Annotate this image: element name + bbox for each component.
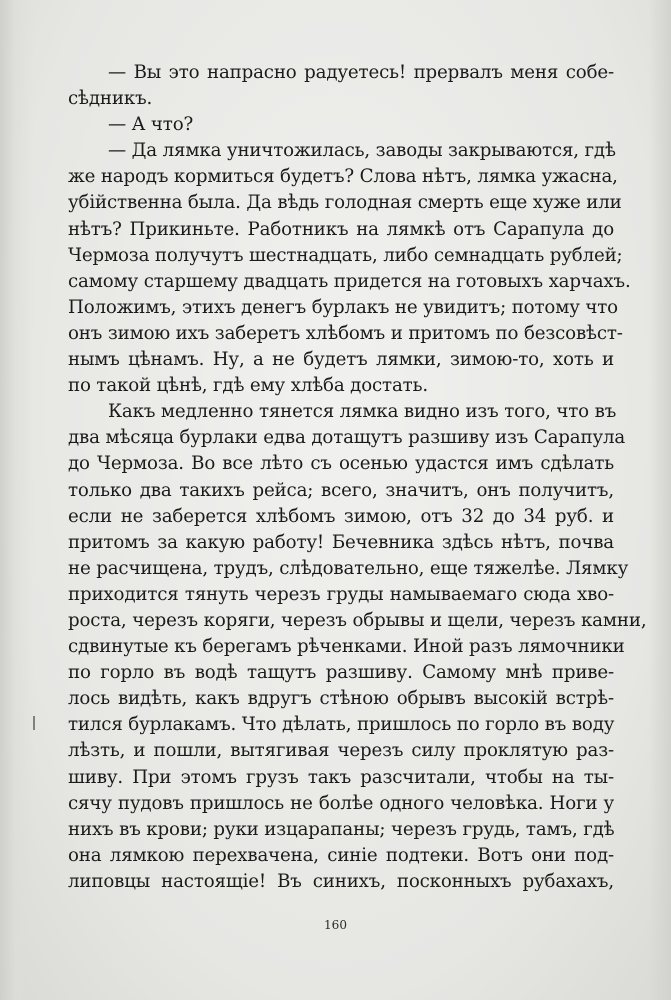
text-line: сячу пудовъ пришлось не болѣе одного человѣка. Ноги у (68, 792, 614, 814)
text-line: Чермоза получутъ шестнадцать, либо семнадцать рублей; (68, 244, 623, 266)
text-line: приходится тянуть черезъ груды намываемаго сюда хво- (68, 583, 614, 605)
text-line: лѣзть, и пошли, вытягивая черезъ силу проклятую раз- (68, 740, 614, 762)
text-line: — Да лямка уничтожилась, заводы закрываются, гдѣ (108, 140, 616, 162)
text-line: сдвинутые къ берегамъ рѣченками. Иной разъ лямочники (68, 636, 625, 658)
text-line: Какъ медленно тянется лямка видно изъ того, что въ (108, 401, 617, 423)
text-line: тился бурлакамъ. Что дѣлать, пришлось по горло въ воду (68, 714, 615, 736)
page-edge-shadow (649, 0, 671, 1000)
text-line: нымъ цѣнамъ. Ну, а не будетъ лямки, зимою-то, хоть и (68, 349, 614, 371)
text-line: — Вы это напрасно радуетесь! прервалъ меня собе- (108, 62, 614, 83)
body-text (68, 60, 647, 895)
text-line: только два такихъ рейса; всего, значитъ, онъ получитъ, (68, 479, 614, 501)
text-line: роста, черезъ коряги, черезъ обрывы и щели, черезъ камни, (68, 609, 647, 631)
spine-shadow (0, 0, 34, 1000)
text-line: — А что? (108, 114, 194, 136)
text-line: не расчищена, трудъ, слѣдовательно, еще тяжелѣе. Лямку (68, 557, 629, 579)
page-number: 160 (324, 918, 347, 932)
text-line: шиву. При этомъ грузъ такъ разсчитали, чтобы на ты- (68, 766, 614, 788)
text-line: же народъ кормиться будетъ? Слова нѣтъ, лямка ужасна, (68, 166, 618, 188)
text-line: самому старшему двадцать придется на готовыхъ харчахъ. (68, 270, 631, 292)
margin-mark (33, 716, 35, 730)
text-line: по такой цѣнѣ, гдѣ ему хлѣба достать. (68, 375, 428, 397)
text-line: притомъ за какую работу! Бечевника здѣсь нѣтъ, почва (68, 531, 614, 553)
text-line: до Чермоза. Во все лѣто съ осенью удастся имъ сдѣлать (68, 453, 614, 475)
text-line: нѣтъ? Прикиньте. Работникъ на лямкѣ отъ Сарапула до (68, 218, 614, 240)
text-line: лось видѣть, какъ вдругъ стѣною обрывъ высокій встрѣ- (68, 688, 614, 710)
text-line: сѣдникъ. (68, 88, 153, 110)
text-line: она лямкою перехвачена, синіе подтеки. Вотъ они под- (68, 844, 614, 866)
text-line: онъ зимою ихъ заберетъ хлѣбомъ и притомъ по безсовѣст- (68, 322, 623, 344)
text-line: два мѣсяца бурлаки едва дотащутъ разшиву изъ Сарапула (68, 427, 626, 449)
text-line: нихъ въ крови; руки изцарапаны; черезъ грудь, тамъ, гдѣ (68, 818, 615, 840)
text-line: убійственна была. Да вѣдь голодная смерть еще хуже или (68, 192, 622, 214)
text-line: липовцы настоящіе! Въ синихъ, посконныхъ рубахахъ, (68, 870, 614, 892)
text-line: если не заберется хлѣбомъ зимою, отъ 32 до 34 руб. и (68, 505, 614, 527)
text-line: по горло въ водѣ тащутъ разшиву. Самому мнѣ приве- (68, 662, 614, 684)
text-line: Положимъ, этихъ денегъ бурлакъ не увидитъ; потому что (68, 296, 618, 318)
